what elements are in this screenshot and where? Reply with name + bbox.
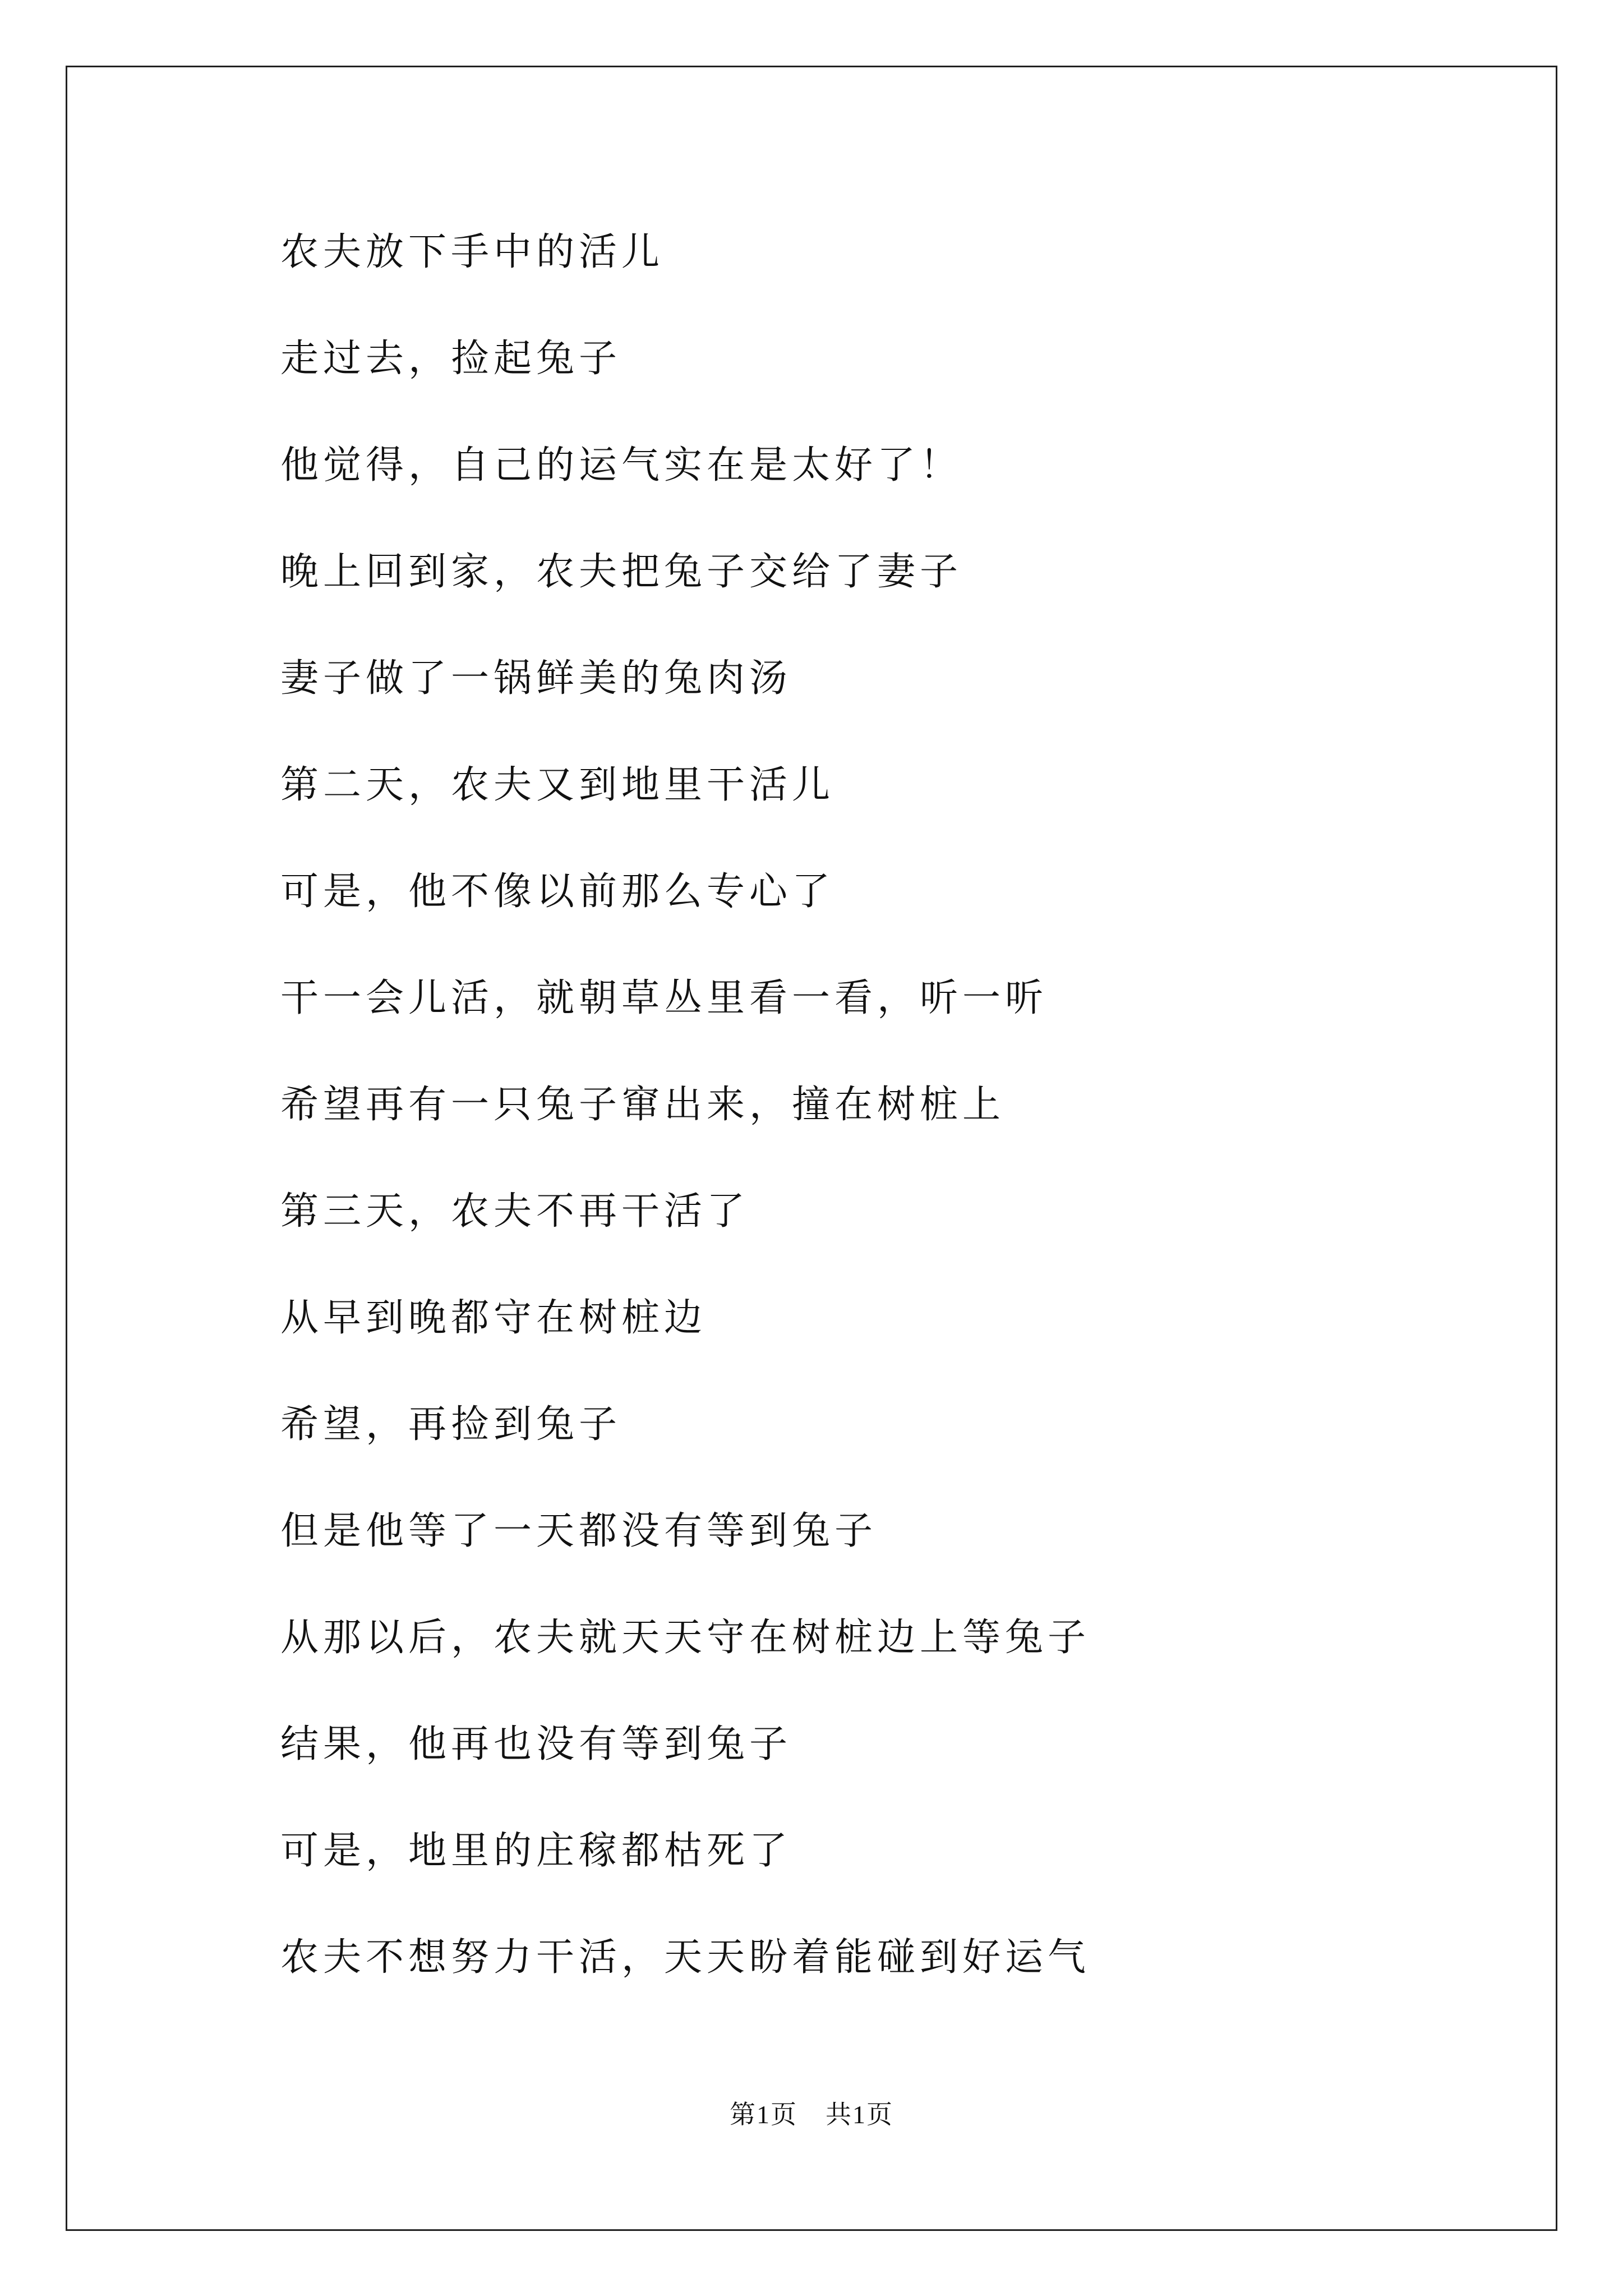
text-line: 农夫不想努力干活，天天盼着能碰到好运气 [280, 1935, 1091, 1980]
page-border [66, 66, 1557, 2231]
page-footer [0, 2098, 1623, 2132]
text-line: 第三天，农夫不再干活了 [280, 1189, 750, 1234]
text-line: 干一会儿活，就朝草丛里看一看，听一听 [280, 976, 1048, 1020]
page-number-current: 第1页 [730, 2100, 797, 2129]
text-line: 从早到晚都守在树桩边 [280, 1296, 707, 1340]
text-line: 农夫放下手中的活儿 [280, 230, 665, 274]
text-line: 第二天，农夫又到地里干活儿 [280, 763, 835, 807]
text-line: 可是，地里的庄稼都枯死了 [280, 1829, 792, 1873]
text-line: 希望再有一只兔子窜出来，撞在树桩上 [280, 1083, 1006, 1127]
text-line: 可是，他不像以前那么专心了 [280, 869, 835, 914]
text-line: 他觉得，自己的运气实在是太好了！ [280, 443, 963, 487]
text-line: 走过去，捡起兔子 [280, 337, 622, 381]
text-line: 妻子做了一锅鲜美的兔肉汤 [280, 656, 792, 701]
text-line: 希望，再捡到兔子 [280, 1402, 622, 1447]
text-line: 但是他等了一天都没有等到兔子 [280, 1509, 878, 1553]
page-number-total: 共1页 [826, 2100, 893, 2129]
text-line: 晚上回到家，农夫把兔子交给了妻子 [280, 550, 963, 594]
text-line: 结果，他再也没有等到兔子 [280, 1722, 792, 1766]
text-line: 从那以后，农夫就天天守在树桩边上等兔子 [280, 1616, 1091, 1660]
